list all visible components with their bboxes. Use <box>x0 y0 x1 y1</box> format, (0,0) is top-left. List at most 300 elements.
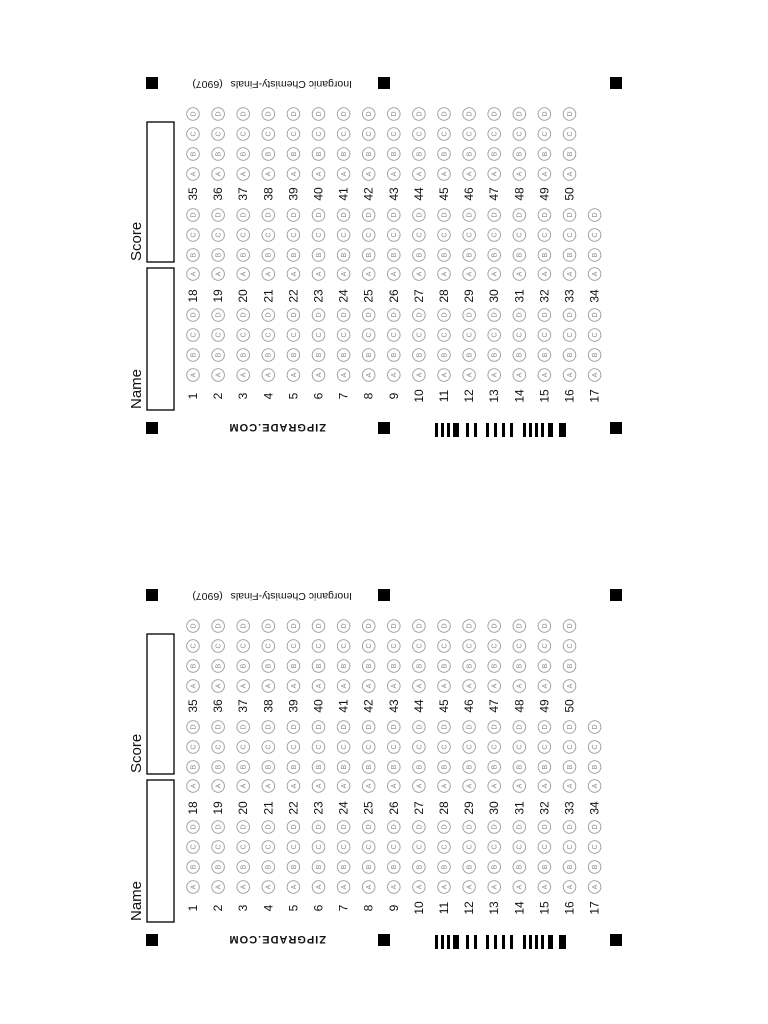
answer-bubble-a[interactable] <box>237 168 250 181</box>
answer-bubble-d[interactable] <box>388 620 401 633</box>
answer-bubble-d[interactable] <box>488 209 501 222</box>
answer-bubble-b[interactable] <box>463 349 476 362</box>
answer-bubble-d[interactable] <box>563 721 576 734</box>
answer-bubble-a[interactable] <box>262 680 275 693</box>
answer-bubble-b[interactable] <box>287 249 300 262</box>
answer-bubble-a[interactable] <box>463 680 476 693</box>
answer-bubble-c[interactable] <box>513 329 526 342</box>
answer-bubble-d[interactable] <box>237 620 250 633</box>
answer-bubble-d[interactable] <box>588 821 601 834</box>
answer-bubble-b[interactable] <box>337 349 350 362</box>
answer-bubble-c[interactable] <box>287 128 300 141</box>
answer-bubble-a[interactable] <box>312 780 325 793</box>
answer-bubble-b[interactable] <box>312 861 325 874</box>
answer-bubble-a[interactable] <box>588 268 601 281</box>
answer-bubble-d[interactable] <box>538 821 551 834</box>
answer-bubble-d[interactable] <box>488 309 501 322</box>
answer-bubble-b[interactable] <box>463 148 476 161</box>
answer-bubble-a[interactable] <box>488 168 501 181</box>
answer-bubble-c[interactable] <box>237 741 250 754</box>
answer-bubble-d[interactable] <box>287 821 300 834</box>
answer-bubble-a[interactable] <box>563 168 576 181</box>
name-box[interactable] <box>147 780 174 922</box>
answer-bubble-b[interactable] <box>488 761 501 774</box>
answer-bubble-d[interactable] <box>337 620 350 633</box>
answer-bubble-a[interactable] <box>588 780 601 793</box>
answer-bubble-a[interactable] <box>337 780 350 793</box>
answer-bubble-c[interactable] <box>362 741 375 754</box>
answer-bubble-a[interactable] <box>463 168 476 181</box>
answer-bubble-d[interactable] <box>413 309 426 322</box>
answer-bubble-c[interactable] <box>262 229 275 242</box>
answer-bubble-a[interactable] <box>413 780 426 793</box>
answer-bubble-d[interactable] <box>337 721 350 734</box>
answer-bubble-d[interactable] <box>212 309 225 322</box>
answer-bubble-a[interactable] <box>513 881 526 894</box>
answer-bubble-a[interactable] <box>287 881 300 894</box>
answer-bubble-a[interactable] <box>588 881 601 894</box>
answer-bubble-d[interactable] <box>312 721 325 734</box>
answer-bubble-a[interactable] <box>337 268 350 281</box>
answer-bubble-a[interactable] <box>438 881 451 894</box>
answer-bubble-d[interactable] <box>212 620 225 633</box>
answer-bubble-c[interactable] <box>413 741 426 754</box>
answer-bubble-a[interactable] <box>187 680 200 693</box>
answer-bubble-c[interactable] <box>262 640 275 653</box>
answer-bubble-c[interactable] <box>463 640 476 653</box>
answer-bubble-d[interactable] <box>287 309 300 322</box>
answer-bubble-d[interactable] <box>362 309 375 322</box>
answer-bubble-b[interactable] <box>463 761 476 774</box>
answer-bubble-d[interactable] <box>513 209 526 222</box>
answer-bubble-c[interactable] <box>538 841 551 854</box>
answer-bubble-d[interactable] <box>513 620 526 633</box>
answer-bubble-d[interactable] <box>388 209 401 222</box>
answer-bubble-a[interactable] <box>262 369 275 382</box>
answer-bubble-d[interactable] <box>463 620 476 633</box>
answer-bubble-d[interactable] <box>538 309 551 322</box>
answer-bubble-b[interactable] <box>337 249 350 262</box>
answer-bubble-d[interactable] <box>488 721 501 734</box>
answer-bubble-d[interactable] <box>388 821 401 834</box>
answer-bubble-a[interactable] <box>438 268 451 281</box>
answer-bubble-a[interactable] <box>187 369 200 382</box>
answer-bubble-d[interactable] <box>312 309 325 322</box>
answer-bubble-d[interactable] <box>287 108 300 121</box>
answer-bubble-a[interactable] <box>513 680 526 693</box>
answer-bubble-c[interactable] <box>538 741 551 754</box>
answer-bubble-d[interactable] <box>538 108 551 121</box>
answer-bubble-a[interactable] <box>563 780 576 793</box>
answer-bubble-a[interactable] <box>563 881 576 894</box>
answer-bubble-c[interactable] <box>237 329 250 342</box>
answer-bubble-c[interactable] <box>362 841 375 854</box>
answer-bubble-d[interactable] <box>262 721 275 734</box>
answer-bubble-c[interactable] <box>287 229 300 242</box>
answer-bubble-c[interactable] <box>413 841 426 854</box>
answer-bubble-c[interactable] <box>312 741 325 754</box>
answer-bubble-c[interactable] <box>513 841 526 854</box>
answer-bubble-a[interactable] <box>438 680 451 693</box>
answer-bubble-b[interactable] <box>187 761 200 774</box>
answer-bubble-b[interactable] <box>413 660 426 673</box>
answer-bubble-d[interactable] <box>413 620 426 633</box>
answer-bubble-b[interactable] <box>463 249 476 262</box>
answer-bubble-a[interactable] <box>438 369 451 382</box>
answer-bubble-c[interactable] <box>388 128 401 141</box>
answer-bubble-a[interactable] <box>362 268 375 281</box>
answer-bubble-c[interactable] <box>312 841 325 854</box>
answer-bubble-c[interactable] <box>187 329 200 342</box>
answer-bubble-a[interactable] <box>287 780 300 793</box>
answer-bubble-a[interactable] <box>563 369 576 382</box>
answer-bubble-b[interactable] <box>287 148 300 161</box>
answer-bubble-a[interactable] <box>187 268 200 281</box>
answer-bubble-b[interactable] <box>388 349 401 362</box>
answer-bubble-c[interactable] <box>337 128 350 141</box>
answer-bubble-a[interactable] <box>563 680 576 693</box>
answer-bubble-b[interactable] <box>513 660 526 673</box>
answer-bubble-c[interactable] <box>463 128 476 141</box>
answer-bubble-c[interactable] <box>513 229 526 242</box>
answer-bubble-c[interactable] <box>563 640 576 653</box>
answer-bubble-b[interactable] <box>337 148 350 161</box>
answer-bubble-c[interactable] <box>237 229 250 242</box>
answer-bubble-b[interactable] <box>212 349 225 362</box>
answer-bubble-b[interactable] <box>362 148 375 161</box>
answer-bubble-d[interactable] <box>362 821 375 834</box>
answer-bubble-c[interactable] <box>312 640 325 653</box>
answer-bubble-b[interactable] <box>488 148 501 161</box>
answer-bubble-d[interactable] <box>312 209 325 222</box>
answer-bubble-a[interactable] <box>513 268 526 281</box>
answer-bubble-d[interactable] <box>337 209 350 222</box>
answer-bubble-b[interactable] <box>212 148 225 161</box>
answer-bubble-d[interactable] <box>438 721 451 734</box>
answer-bubble-b[interactable] <box>538 761 551 774</box>
answer-bubble-a[interactable] <box>413 680 426 693</box>
answer-bubble-c[interactable] <box>563 128 576 141</box>
answer-bubble-a[interactable] <box>362 369 375 382</box>
answer-bubble-b[interactable] <box>287 861 300 874</box>
answer-bubble-c[interactable] <box>538 229 551 242</box>
answer-bubble-c[interactable] <box>588 229 601 242</box>
answer-bubble-b[interactable] <box>413 349 426 362</box>
answer-bubble-c[interactable] <box>488 329 501 342</box>
answer-bubble-b[interactable] <box>262 249 275 262</box>
answer-bubble-c[interactable] <box>337 741 350 754</box>
answer-bubble-d[interactable] <box>388 108 401 121</box>
answer-bubble-b[interactable] <box>563 349 576 362</box>
answer-bubble-d[interactable] <box>237 821 250 834</box>
answer-bubble-d[interactable] <box>438 620 451 633</box>
answer-bubble-c[interactable] <box>438 329 451 342</box>
answer-bubble-a[interactable] <box>237 369 250 382</box>
answer-bubble-b[interactable] <box>463 861 476 874</box>
answer-bubble-d[interactable] <box>187 821 200 834</box>
answer-bubble-c[interactable] <box>312 128 325 141</box>
answer-bubble-d[interactable] <box>463 209 476 222</box>
answer-bubble-a[interactable] <box>212 881 225 894</box>
answer-bubble-b[interactable] <box>438 761 451 774</box>
answer-bubble-c[interactable] <box>237 128 250 141</box>
answer-bubble-d[interactable] <box>513 821 526 834</box>
answer-bubble-c[interactable] <box>362 229 375 242</box>
answer-bubble-c[interactable] <box>388 329 401 342</box>
answer-bubble-d[interactable] <box>413 721 426 734</box>
answer-bubble-c[interactable] <box>413 229 426 242</box>
answer-bubble-c[interactable] <box>312 329 325 342</box>
answer-bubble-a[interactable] <box>388 268 401 281</box>
answer-bubble-b[interactable] <box>287 761 300 774</box>
answer-bubble-b[interactable] <box>438 249 451 262</box>
answer-bubble-a[interactable] <box>538 268 551 281</box>
answer-bubble-b[interactable] <box>513 349 526 362</box>
answer-bubble-b[interactable] <box>488 861 501 874</box>
answer-bubble-c[interactable] <box>438 229 451 242</box>
answer-bubble-b[interactable] <box>513 148 526 161</box>
answer-bubble-c[interactable] <box>212 229 225 242</box>
answer-bubble-a[interactable] <box>237 780 250 793</box>
answer-bubble-c[interactable] <box>212 329 225 342</box>
answer-bubble-b[interactable] <box>362 861 375 874</box>
answer-bubble-a[interactable] <box>237 268 250 281</box>
answer-bubble-d[interactable] <box>312 620 325 633</box>
answer-bubble-b[interactable] <box>588 249 601 262</box>
answer-bubble-d[interactable] <box>312 108 325 121</box>
answer-bubble-d[interactable] <box>187 209 200 222</box>
answer-bubble-c[interactable] <box>588 329 601 342</box>
answer-bubble-b[interactable] <box>563 249 576 262</box>
answer-bubble-a[interactable] <box>312 168 325 181</box>
answer-bubble-a[interactable] <box>237 881 250 894</box>
answer-bubble-b[interactable] <box>187 660 200 673</box>
answer-bubble-b[interactable] <box>262 349 275 362</box>
answer-bubble-d[interactable] <box>588 721 601 734</box>
answer-bubble-b[interactable] <box>362 761 375 774</box>
answer-bubble-c[interactable] <box>538 640 551 653</box>
answer-bubble-a[interactable] <box>287 168 300 181</box>
answer-bubble-b[interactable] <box>538 349 551 362</box>
answer-bubble-b[interactable] <box>212 660 225 673</box>
answer-bubble-d[interactable] <box>187 721 200 734</box>
answer-bubble-d[interactable] <box>362 108 375 121</box>
answer-bubble-d[interactable] <box>362 620 375 633</box>
answer-bubble-d[interactable] <box>513 108 526 121</box>
answer-bubble-b[interactable] <box>388 761 401 774</box>
answer-bubble-c[interactable] <box>362 128 375 141</box>
answer-bubble-a[interactable] <box>488 881 501 894</box>
answer-bubble-d[interactable] <box>413 209 426 222</box>
answer-bubble-d[interactable] <box>337 108 350 121</box>
answer-bubble-a[interactable] <box>337 881 350 894</box>
answer-bubble-c[interactable] <box>287 640 300 653</box>
answer-bubble-b[interactable] <box>262 861 275 874</box>
answer-bubble-b[interactable] <box>337 861 350 874</box>
answer-bubble-a[interactable] <box>588 369 601 382</box>
answer-bubble-c[interactable] <box>262 329 275 342</box>
answer-bubble-c[interactable] <box>212 841 225 854</box>
answer-bubble-d[interactable] <box>262 821 275 834</box>
answer-bubble-c[interactable] <box>488 229 501 242</box>
answer-bubble-c[interactable] <box>212 741 225 754</box>
answer-bubble-b[interactable] <box>212 861 225 874</box>
answer-bubble-d[interactable] <box>563 309 576 322</box>
answer-bubble-a[interactable] <box>337 168 350 181</box>
answer-bubble-b[interactable] <box>237 249 250 262</box>
answer-bubble-c[interactable] <box>388 841 401 854</box>
answer-bubble-d[interactable] <box>262 620 275 633</box>
answer-bubble-c[interactable] <box>438 640 451 653</box>
answer-bubble-c[interactable] <box>337 329 350 342</box>
answer-bubble-a[interactable] <box>212 168 225 181</box>
answer-bubble-a[interactable] <box>463 780 476 793</box>
answer-bubble-c[interactable] <box>388 640 401 653</box>
answer-bubble-b[interactable] <box>362 249 375 262</box>
answer-bubble-b[interactable] <box>513 249 526 262</box>
answer-bubble-d[interactable] <box>212 209 225 222</box>
answer-bubble-c[interactable] <box>262 841 275 854</box>
answer-bubble-b[interactable] <box>538 249 551 262</box>
answer-bubble-b[interactable] <box>312 660 325 673</box>
answer-bubble-d[interactable] <box>262 309 275 322</box>
answer-bubble-d[interactable] <box>538 721 551 734</box>
answer-bubble-d[interactable] <box>262 108 275 121</box>
answer-bubble-a[interactable] <box>312 268 325 281</box>
answer-bubble-b[interactable] <box>413 249 426 262</box>
answer-bubble-d[interactable] <box>388 721 401 734</box>
answer-bubble-b[interactable] <box>237 660 250 673</box>
answer-bubble-b[interactable] <box>237 761 250 774</box>
answer-bubble-b[interactable] <box>538 660 551 673</box>
answer-bubble-d[interactable] <box>237 721 250 734</box>
answer-bubble-b[interactable] <box>388 249 401 262</box>
answer-bubble-b[interactable] <box>413 148 426 161</box>
answer-bubble-c[interactable] <box>337 229 350 242</box>
answer-bubble-d[interactable] <box>287 620 300 633</box>
answer-bubble-c[interactable] <box>513 640 526 653</box>
answer-bubble-a[interactable] <box>337 680 350 693</box>
answer-bubble-a[interactable] <box>388 881 401 894</box>
answer-bubble-d[interactable] <box>488 620 501 633</box>
answer-bubble-c[interactable] <box>563 741 576 754</box>
answer-bubble-a[interactable] <box>538 680 551 693</box>
answer-bubble-a[interactable] <box>237 680 250 693</box>
answer-bubble-b[interactable] <box>438 148 451 161</box>
answer-bubble-a[interactable] <box>212 268 225 281</box>
answer-bubble-b[interactable] <box>212 761 225 774</box>
answer-bubble-c[interactable] <box>362 329 375 342</box>
answer-bubble-c[interactable] <box>463 841 476 854</box>
answer-bubble-d[interactable] <box>362 209 375 222</box>
answer-bubble-d[interactable] <box>463 821 476 834</box>
answer-bubble-c[interactable] <box>538 329 551 342</box>
answer-bubble-c[interactable] <box>287 329 300 342</box>
answer-bubble-d[interactable] <box>237 309 250 322</box>
answer-bubble-c[interactable] <box>463 741 476 754</box>
answer-bubble-d[interactable] <box>463 309 476 322</box>
answer-bubble-c[interactable] <box>237 640 250 653</box>
answer-bubble-d[interactable] <box>438 309 451 322</box>
answer-bubble-d[interactable] <box>212 821 225 834</box>
answer-bubble-b[interactable] <box>362 660 375 673</box>
answer-bubble-a[interactable] <box>538 881 551 894</box>
answer-bubble-d[interactable] <box>187 309 200 322</box>
answer-bubble-b[interactable] <box>287 349 300 362</box>
answer-bubble-a[interactable] <box>287 680 300 693</box>
answer-bubble-b[interactable] <box>588 349 601 362</box>
answer-bubble-b[interactable] <box>237 861 250 874</box>
answer-bubble-a[interactable] <box>463 268 476 281</box>
answer-bubble-b[interactable] <box>538 148 551 161</box>
answer-bubble-a[interactable] <box>362 168 375 181</box>
answer-bubble-b[interactable] <box>413 861 426 874</box>
answer-bubble-b[interactable] <box>187 861 200 874</box>
answer-bubble-b[interactable] <box>563 148 576 161</box>
answer-bubble-a[interactable] <box>312 369 325 382</box>
answer-bubble-a[interactable] <box>413 268 426 281</box>
answer-bubble-b[interactable] <box>488 349 501 362</box>
answer-bubble-b[interactable] <box>588 861 601 874</box>
answer-bubble-c[interactable] <box>588 841 601 854</box>
answer-bubble-b[interactable] <box>388 660 401 673</box>
answer-bubble-a[interactable] <box>312 881 325 894</box>
answer-bubble-a[interactable] <box>413 369 426 382</box>
answer-bubble-b[interactable] <box>187 148 200 161</box>
answer-bubble-b[interactable] <box>312 148 325 161</box>
answer-bubble-c[interactable] <box>438 741 451 754</box>
answer-bubble-d[interactable] <box>212 721 225 734</box>
answer-bubble-a[interactable] <box>212 680 225 693</box>
answer-bubble-c[interactable] <box>413 128 426 141</box>
answer-bubble-d[interactable] <box>563 620 576 633</box>
answer-bubble-b[interactable] <box>438 861 451 874</box>
answer-bubble-d[interactable] <box>438 209 451 222</box>
answer-bubble-d[interactable] <box>488 108 501 121</box>
answer-bubble-c[interactable] <box>187 841 200 854</box>
answer-bubble-b[interactable] <box>337 660 350 673</box>
answer-bubble-a[interactable] <box>187 168 200 181</box>
answer-bubble-c[interactable] <box>388 229 401 242</box>
answer-bubble-d[interactable] <box>337 309 350 322</box>
answer-bubble-c[interactable] <box>237 841 250 854</box>
answer-bubble-d[interactable] <box>588 309 601 322</box>
answer-bubble-b[interactable] <box>488 249 501 262</box>
answer-bubble-d[interactable] <box>413 108 426 121</box>
answer-bubble-d[interactable] <box>538 620 551 633</box>
answer-bubble-a[interactable] <box>513 780 526 793</box>
answer-bubble-d[interactable] <box>463 721 476 734</box>
answer-bubble-c[interactable] <box>212 128 225 141</box>
answer-bubble-a[interactable] <box>262 780 275 793</box>
answer-bubble-d[interactable] <box>413 821 426 834</box>
answer-bubble-d[interactable] <box>438 108 451 121</box>
answer-bubble-b[interactable] <box>362 349 375 362</box>
answer-bubble-b[interactable] <box>388 861 401 874</box>
answer-bubble-c[interactable] <box>362 640 375 653</box>
answer-bubble-c[interactable] <box>187 741 200 754</box>
answer-bubble-c[interactable] <box>563 229 576 242</box>
answer-bubble-c[interactable] <box>438 841 451 854</box>
answer-bubble-a[interactable] <box>287 369 300 382</box>
answer-bubble-d[interactable] <box>187 620 200 633</box>
answer-bubble-b[interactable] <box>488 660 501 673</box>
answer-bubble-a[interactable] <box>187 881 200 894</box>
answer-bubble-d[interactable] <box>538 209 551 222</box>
answer-bubble-c[interactable] <box>337 640 350 653</box>
answer-bubble-b[interactable] <box>237 148 250 161</box>
answer-bubble-b[interactable] <box>337 761 350 774</box>
